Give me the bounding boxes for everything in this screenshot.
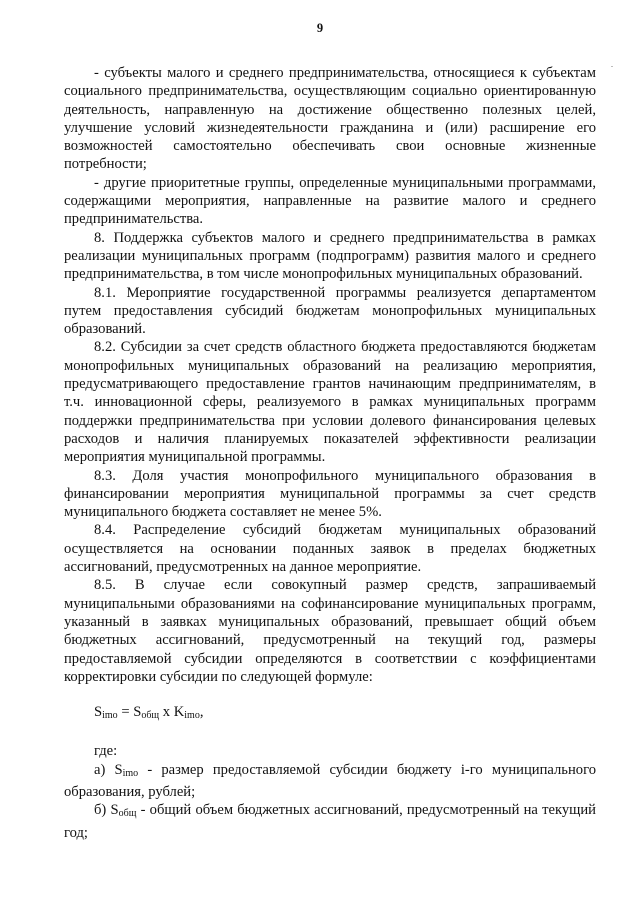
- paragraph-section-8-2: 8.2. Субсидии за счет средств областного бюджета предоставляются бюджетам монопрофильных муниципальных образований на реализацию мероприятия, предусматривающего предоставление грантов начинающим предпринимателям, в т.ч. инновационной сферы, реализуемого в рамках муниципальных программ поддержки предпринимательства при условии долевого финансирования целевых расходов и наличия планируемых показателей эффективности реализации мероприятия муниципальной программы.: [64, 339, 596, 466]
- paragraph-section-8-5: 8.5. В случае если совокупный размер средств, запрашиваемый муниципальными образованиями на софинансирование муниципальных программ, указанный в заявках муниципальных образований, превышает общий объем бюджетных ассигнований, предусмотренный на текущий год, размеры предоставляемой субсидии определяются в соответствии с коэффициентами корректировки субсидии по следующей формуле:: [64, 577, 596, 685]
- paragraph-section-8-3: 8.3. Доля участия монопрофильного муниципального образования в финансировании мероприятия муниципальной программы за счет средств муниципального бюджета составляет не менее 5%.: [64, 467, 596, 521]
- formula-s: S: [94, 704, 103, 721]
- paragraph-section-8: 8. Поддержка субъектов малого и среднего предпринимательства в рамках реализации муниципальных программ (подпрограмм) развития малого и среднего предпринимательства, в том числе монопрофильных муниципальных образований.: [64, 229, 596, 283]
- document-body: [64, 64, 596, 842]
- formula-multiply: x K: [159, 704, 185, 721]
- paragraph-section-8-1: 8.1. Мероприятие государственной программы реализуется департаментом путем предоставления субсидий бюджетам монопрофильных муниципальных образований.: [64, 284, 596, 338]
- page-number: 9: [316, 21, 324, 35]
- definition-b-subscript: общ: [118, 808, 137, 820]
- paragraph-social-entrepreneurs: - субъекты малого и среднего предпринимательства, относящиеся к субъектам социального предпринимательства, осуществляющим социально ориентированную деятельность, направленную на достижение общественно полезных целей, улучшение условий жизнедеятельности гражданина и (или) расширение его возможностей самостоятельно обеспечивать свои основные жизненные потребности;: [64, 65, 596, 173]
- formula-k-subscript: imo: [184, 710, 200, 722]
- margin-mark: [611, 66, 613, 67]
- definition-b: [64, 801, 596, 842]
- formula-s-subscript: imo: [102, 710, 118, 722]
- definition-a-prefix: а) S: [94, 761, 123, 778]
- definition-a-subscript: imo: [122, 767, 139, 779]
- definition-a: [64, 761, 596, 802]
- paragraph-section-8-4: 8.4. Распределение субсидий бюджетам муниципальных образований осуществляется на основании поданных заявок в пределах бюджетных ассигнований, предусмотренных на данное мероприятие.: [64, 522, 596, 576]
- definition-b-text: - общий объем бюджетных ассигнований, предусмотренный на текущий год;: [64, 802, 596, 841]
- formula-tail: ,: [199, 704, 204, 721]
- formula-equals: = S: [117, 704, 142, 721]
- definition-b-prefix: б) S: [94, 802, 119, 819]
- paragraph-other-groups: - другие приоритетные группы, определенные муниципальными программами, содержащими мероприятия, направленные на развитие малого и среднего предпринимательства.: [64, 174, 596, 228]
- subsidy-formula: [64, 703, 596, 725]
- formula-total-subscript: общ: [141, 710, 160, 722]
- definition-a-text: - размер предоставляемой субсидии бюджету i-го муниципального образования, рублей;: [64, 761, 596, 800]
- where-label: где:: [94, 743, 118, 760]
